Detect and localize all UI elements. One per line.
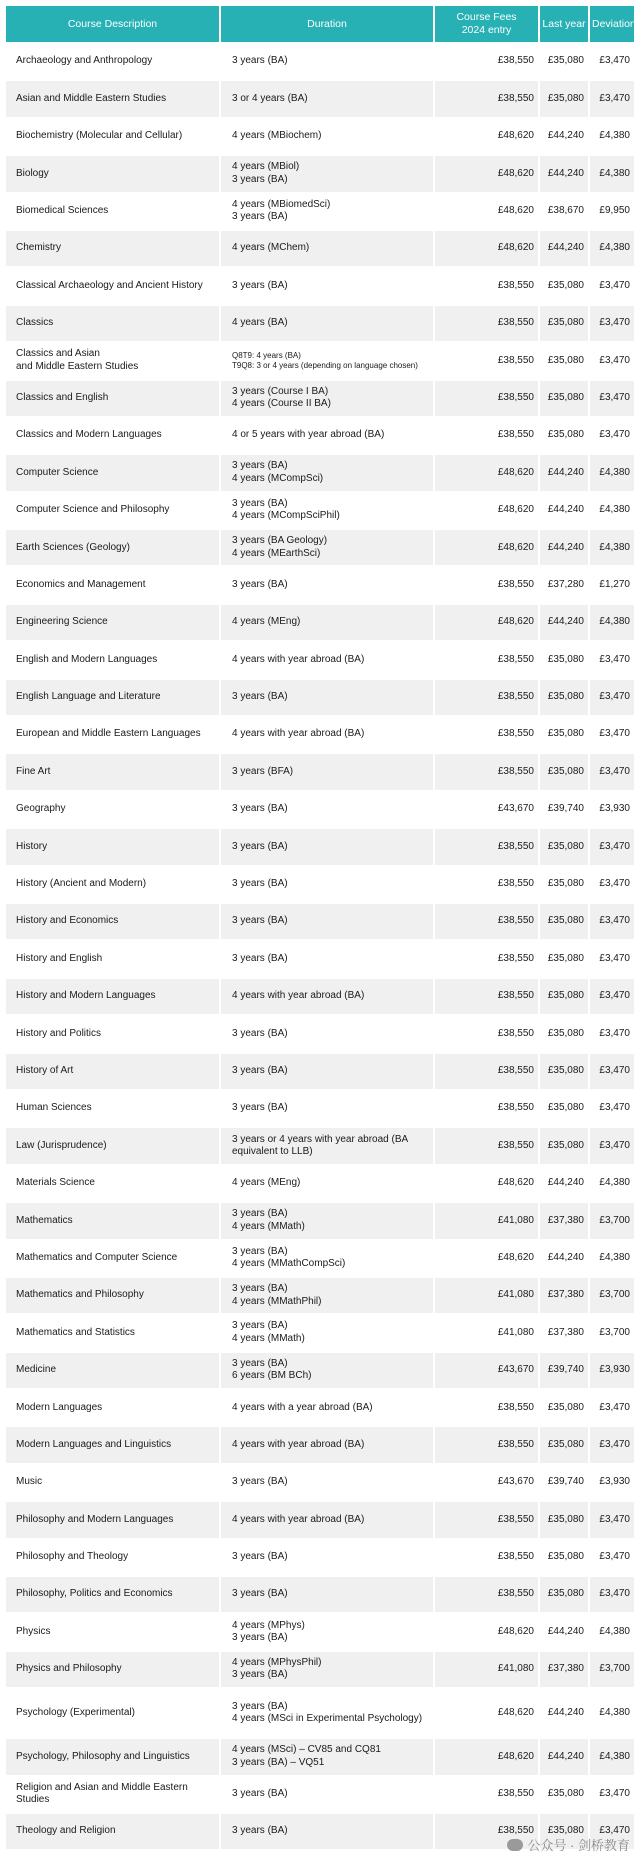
cell-fees: £48,620 (435, 117, 540, 154)
cell-course: Physics and Philosophy (6, 1650, 221, 1687)
cell-deviation: £3,470 (590, 1014, 634, 1051)
cell-deviation: £3,470 (590, 902, 634, 939)
cell-course: Music (6, 1463, 221, 1500)
cell-last-year: £44,240 (540, 528, 590, 565)
table-row (6, 1239, 634, 1276)
cell-duration: 4 years (BA) (221, 304, 435, 341)
cell-fees: £38,550 (435, 1538, 540, 1575)
cell-fees: £48,620 (435, 229, 540, 266)
cell-deviation: £3,470 (590, 1775, 634, 1812)
cell-course: History and Politics (6, 1014, 221, 1051)
cell-fees: £38,550 (435, 304, 540, 341)
cell-fees: £38,550 (435, 416, 540, 453)
cell-course: Biology (6, 154, 221, 191)
cell-deviation: £3,700 (590, 1313, 634, 1350)
cell-duration: 4 years (MChem) (221, 229, 435, 266)
cell-last-year: £35,080 (540, 1575, 590, 1612)
table-row (6, 528, 634, 565)
cell-fees: £38,550 (435, 1812, 540, 1849)
table-row (6, 565, 634, 602)
cell-deviation: £4,380 (590, 491, 634, 528)
cell-course: Philosophy and Modern Languages (6, 1500, 221, 1537)
cell-course: Asian and Middle Eastern Studies (6, 79, 221, 116)
table-row (6, 1276, 634, 1313)
cell-course: Computer Science and Philosophy (6, 491, 221, 528)
cell-last-year: £35,080 (540, 1388, 590, 1425)
cell-duration: 3 years (BA) (221, 565, 435, 602)
cell-last-year: £39,740 (540, 1463, 590, 1500)
cell-course: Archaeology and Anthropology (6, 42, 221, 79)
cell-duration: 3 years (BA) 4 years (MSci in Experimental Psychology) (221, 1687, 435, 1737)
cell-last-year: £35,080 (540, 752, 590, 789)
cell-course: History and Modern Languages (6, 977, 221, 1014)
table-row (6, 453, 634, 490)
table-row (6, 1089, 634, 1126)
header-duration: Duration (221, 6, 435, 42)
cell-deviation: £3,930 (590, 1463, 634, 1500)
cell-fees: £38,550 (435, 1425, 540, 1462)
cell-deviation: £4,380 (590, 1687, 634, 1737)
cell-course: Law (Jurisprudence) (6, 1126, 221, 1163)
cell-duration: 4 years with year abroad (BA) (221, 715, 435, 752)
cell-fees: £38,550 (435, 902, 540, 939)
cell-course: Biochemistry (Molecular and Cellular) (6, 117, 221, 154)
cell-fees: £41,080 (435, 1313, 540, 1350)
table-row (6, 416, 634, 453)
cell-fees: £38,550 (435, 865, 540, 902)
cell-deviation: £3,930 (590, 1351, 634, 1388)
cell-deviation: £4,380 (590, 1737, 634, 1774)
cell-deviation: £4,380 (590, 229, 634, 266)
table-row (6, 1650, 634, 1687)
table-row (6, 192, 634, 229)
cell-duration: 4 or 5 years with year abroad (BA) (221, 416, 435, 453)
cell-duration: 4 years with year abroad (BA) (221, 977, 435, 1014)
cell-last-year: £44,240 (540, 1239, 590, 1276)
cell-last-year: £35,080 (540, 1775, 590, 1812)
cell-deviation: £3,470 (590, 865, 634, 902)
cell-course: History of Art (6, 1052, 221, 1089)
cell-fees: £38,550 (435, 1014, 540, 1051)
cell-course: Biomedical Sciences (6, 192, 221, 229)
cell-duration: 3 years (BA) (221, 1089, 435, 1126)
cell-fees: £43,670 (435, 790, 540, 827)
cell-duration: 3 years (BA) (221, 1538, 435, 1575)
cell-fees: £38,550 (435, 977, 540, 1014)
cell-last-year: £35,080 (540, 1014, 590, 1051)
cell-last-year: £44,240 (540, 154, 590, 191)
cell-last-year: £39,740 (540, 1351, 590, 1388)
table-row (6, 902, 634, 939)
cell-last-year: £35,080 (540, 1052, 590, 1089)
cell-duration: 4 years with year abroad (BA) (221, 1425, 435, 1462)
cell-deviation: £3,470 (590, 1425, 634, 1462)
cell-last-year: £37,380 (540, 1313, 590, 1350)
cell-deviation: £3,470 (590, 1089, 634, 1126)
cell-course: Modern Languages (6, 1388, 221, 1425)
cell-course: Mathematics (6, 1201, 221, 1238)
cell-duration: 4 years (MEng) (221, 603, 435, 640)
cell-course: Fine Art (6, 752, 221, 789)
cell-deviation: £3,470 (590, 1500, 634, 1537)
cell-fees: £38,550 (435, 640, 540, 677)
cell-deviation: £3,470 (590, 1126, 634, 1163)
cell-last-year: £44,240 (540, 1687, 590, 1737)
table-row (6, 977, 634, 1014)
cell-course: English Language and Literature (6, 678, 221, 715)
table-row (6, 1612, 634, 1649)
table-row (6, 1126, 634, 1163)
cell-course: Human Sciences (6, 1089, 221, 1126)
cell-fees: £38,550 (435, 79, 540, 116)
cell-last-year: £37,380 (540, 1276, 590, 1313)
table-row (6, 1201, 634, 1238)
cell-duration: 4 years (MBiol) 3 years (BA) (221, 154, 435, 191)
cell-fees: £38,550 (435, 341, 540, 378)
cell-deviation: £3,470 (590, 1052, 634, 1089)
cell-last-year: £35,080 (540, 79, 590, 116)
cell-fees: £38,550 (435, 1089, 540, 1126)
table-row (6, 79, 634, 116)
table-row (6, 1425, 634, 1462)
cell-course: History and English (6, 939, 221, 976)
table-row (6, 752, 634, 789)
cell-fees: £41,080 (435, 1276, 540, 1313)
cell-last-year: £44,240 (540, 1737, 590, 1774)
fees-table-container (6, 6, 634, 1849)
cell-deviation: £9,950 (590, 192, 634, 229)
cell-duration: 3 years (BA) 4 years (MMathCompSci) (221, 1239, 435, 1276)
cell-duration: 3 years (BA) (221, 939, 435, 976)
cell-fees: £38,550 (435, 1126, 540, 1163)
cell-deviation: £3,470 (590, 379, 634, 416)
cell-deviation: £3,470 (590, 752, 634, 789)
cell-duration: 3 years (BA) (221, 1014, 435, 1051)
cell-fees: £38,550 (435, 827, 540, 864)
table-row (6, 1388, 634, 1425)
cell-duration: 3 years (BA Geology) 4 years (MEarthSci) (221, 528, 435, 565)
cell-fees: £38,550 (435, 1052, 540, 1089)
cell-course: Classics (6, 304, 221, 341)
cell-course: English and Modern Languages (6, 640, 221, 677)
table-row (6, 1500, 634, 1537)
cell-fees: £41,080 (435, 1201, 540, 1238)
cell-duration: 3 years (BA) (221, 1775, 435, 1812)
header-last-year: Last year (540, 6, 590, 42)
cell-last-year: £35,080 (540, 1089, 590, 1126)
cell-course: Engineering Science (6, 603, 221, 640)
cell-fees: £48,620 (435, 154, 540, 191)
cell-course: Classics and English (6, 379, 221, 416)
cell-duration: 3 years (BA) 4 years (MCompSciPhil) (221, 491, 435, 528)
cell-last-year: £35,080 (540, 977, 590, 1014)
cell-last-year: £35,080 (540, 379, 590, 416)
cell-deviation: £3,470 (590, 678, 634, 715)
table-row (6, 1575, 634, 1612)
cell-fees: £38,550 (435, 1775, 540, 1812)
cell-fees: £38,550 (435, 715, 540, 752)
cell-deviation: £3,470 (590, 341, 634, 378)
cell-duration: 3 years (BA) (221, 827, 435, 864)
cell-last-year: £38,670 (540, 192, 590, 229)
cell-course: Religion and Asian and Middle Eastern Studies (6, 1775, 221, 1812)
cell-deviation: £4,380 (590, 117, 634, 154)
cell-deviation: £3,470 (590, 1388, 634, 1425)
cell-duration: 3 years (BA) (221, 42, 435, 79)
cell-deviation: £1,270 (590, 565, 634, 602)
cell-course: Classics and Asian and Middle Eastern Studies (6, 341, 221, 378)
cell-duration: 3 years (BA) 4 years (MMath) (221, 1313, 435, 1350)
table-row (6, 865, 634, 902)
cell-last-year: £44,240 (540, 1612, 590, 1649)
cell-last-year: £35,080 (540, 939, 590, 976)
table-row (6, 1463, 634, 1500)
table-header-row (6, 6, 634, 42)
cell-deviation: £4,380 (590, 154, 634, 191)
cell-course: History (6, 827, 221, 864)
table-row (6, 790, 634, 827)
table-row (6, 640, 634, 677)
cell-deviation: £3,470 (590, 266, 634, 303)
cell-fees: £48,620 (435, 603, 540, 640)
table-row (6, 341, 634, 378)
cell-course: History (Ancient and Modern) (6, 865, 221, 902)
cell-deviation: £3,470 (590, 1575, 634, 1612)
cell-last-year: £35,080 (540, 1126, 590, 1163)
table-row (6, 229, 634, 266)
cell-deviation: £3,700 (590, 1201, 634, 1238)
cell-deviation: £3,930 (590, 790, 634, 827)
cell-deviation: £3,470 (590, 715, 634, 752)
header-course-description: Course Description (6, 6, 221, 42)
cell-duration: 4 years (MEng) (221, 1164, 435, 1201)
cell-duration: 3 years (BA) (221, 1812, 435, 1849)
cell-fees: £48,620 (435, 453, 540, 490)
cell-deviation: £3,470 (590, 304, 634, 341)
cell-fees: £38,550 (435, 1388, 540, 1425)
cell-deviation: £4,380 (590, 1612, 634, 1649)
cell-course: Psychology (Experimental) (6, 1687, 221, 1737)
cell-fees: £38,550 (435, 1500, 540, 1537)
cell-last-year: £35,080 (540, 341, 590, 378)
cell-fees: £41,080 (435, 1650, 540, 1687)
table-row (6, 304, 634, 341)
cell-duration: 4 years (MBiomedSci) 3 years (BA) (221, 192, 435, 229)
cell-fees: £38,550 (435, 42, 540, 79)
table-row (6, 827, 634, 864)
cell-course: Chemistry (6, 229, 221, 266)
cell-fees: £38,550 (435, 266, 540, 303)
cell-fees: £48,620 (435, 1239, 540, 1276)
cell-last-year: £35,080 (540, 266, 590, 303)
cell-last-year: £37,280 (540, 565, 590, 602)
cell-last-year: £35,080 (540, 865, 590, 902)
cell-last-year: £44,240 (540, 603, 590, 640)
table-row (6, 939, 634, 976)
table-row (6, 1737, 634, 1774)
cell-fees: £43,670 (435, 1463, 540, 1500)
table-row (6, 1538, 634, 1575)
footer-label: 公众号 · 剑桥教育 (527, 1838, 630, 1853)
cell-duration: 4 years with year abroad (BA) (221, 1500, 435, 1537)
cell-fees: £48,620 (435, 1164, 540, 1201)
cell-duration: 3 or 4 years (BA) (221, 79, 435, 116)
cell-deviation: £4,380 (590, 1164, 634, 1201)
cell-last-year: £35,080 (540, 1812, 590, 1849)
cell-duration: 3 years (BA) (221, 266, 435, 303)
table-row (6, 1775, 634, 1812)
cell-deviation: £3,470 (590, 42, 634, 79)
cell-last-year: £35,080 (540, 715, 590, 752)
course-fees-table (6, 6, 634, 1849)
cell-last-year: £35,080 (540, 1425, 590, 1462)
cell-duration: 4 years with year abroad (BA) (221, 640, 435, 677)
table-row (6, 678, 634, 715)
cell-last-year: £35,080 (540, 678, 590, 715)
table-row (6, 1052, 634, 1089)
cell-last-year: £35,080 (540, 1538, 590, 1575)
cell-fees: £48,620 (435, 528, 540, 565)
cell-course: Philosophy, Politics and Economics (6, 1575, 221, 1612)
cell-last-year: £44,240 (540, 229, 590, 266)
cell-fees: £48,620 (435, 1612, 540, 1649)
cell-duration: 3 years (Course I BA) 4 years (Course II BA) (221, 379, 435, 416)
cell-fees: £48,620 (435, 192, 540, 229)
table-row (6, 379, 634, 416)
cell-course: Computer Science (6, 453, 221, 490)
cell-course: Materials Science (6, 1164, 221, 1201)
table-row (6, 1014, 634, 1051)
cell-deviation: £3,470 (590, 1538, 634, 1575)
cell-course: Classics and Modern Languages (6, 416, 221, 453)
table-row (6, 1164, 634, 1201)
cell-duration: 3 years (BFA) (221, 752, 435, 789)
cell-fees: £48,620 (435, 1737, 540, 1774)
cell-last-year: £35,080 (540, 827, 590, 864)
cell-last-year: £37,380 (540, 1650, 590, 1687)
cell-deviation: £4,380 (590, 453, 634, 490)
table-row (6, 1687, 634, 1737)
cell-deviation: £3,470 (590, 977, 634, 1014)
cell-duration: 4 years (MPhysPhil) 3 years (BA) (221, 1650, 435, 1687)
cell-course: Mathematics and Statistics (6, 1313, 221, 1350)
cell-deviation: £3,470 (590, 416, 634, 453)
cell-duration: 3 years (BA) (221, 790, 435, 827)
cell-course: Theology and Religion (6, 1812, 221, 1849)
footer-watermark (507, 1835, 630, 1854)
cell-course: Physics (6, 1612, 221, 1649)
cell-course: Modern Languages and Linguistics (6, 1425, 221, 1462)
cell-duration: 4 years (MPhys) 3 years (BA) (221, 1612, 435, 1649)
cell-deviation: £3,470 (590, 939, 634, 976)
cell-fees: £38,550 (435, 678, 540, 715)
header-deviation: Deviation (590, 6, 634, 42)
table-row (6, 117, 634, 154)
cell-fees: £48,620 (435, 491, 540, 528)
cell-duration: Q8T9: 4 years (BA) T9Q8: 3 or 4 years (depending on language chosen) (221, 341, 435, 378)
cell-course: Earth Sciences (Geology) (6, 528, 221, 565)
cell-duration: 3 years (BA) (221, 1575, 435, 1612)
cell-deviation: £3,470 (590, 827, 634, 864)
cell-fees: £38,550 (435, 1575, 540, 1612)
cell-deviation: £4,380 (590, 603, 634, 640)
cell-course: European and Middle Eastern Languages (6, 715, 221, 752)
cell-course: Mathematics and Computer Science (6, 1239, 221, 1276)
cell-duration: 3 years (BA) 6 years (BM BCh) (221, 1351, 435, 1388)
cell-fees: £43,670 (435, 1351, 540, 1388)
cell-last-year: £35,080 (540, 42, 590, 79)
cell-deviation: £3,470 (590, 640, 634, 677)
cell-course: Mathematics and Philosophy (6, 1276, 221, 1313)
cell-deviation: £3,470 (590, 1812, 634, 1849)
cell-course: History and Economics (6, 902, 221, 939)
cell-course: Economics and Management (6, 565, 221, 602)
cell-fees: £38,550 (435, 565, 540, 602)
cell-duration: 3 years (BA) 4 years (MMathPhil) (221, 1276, 435, 1313)
cell-last-year: £35,080 (540, 1500, 590, 1537)
cell-fees: £48,620 (435, 1687, 540, 1737)
cell-duration: 3 years (BA) (221, 1052, 435, 1089)
cell-course: Medicine (6, 1351, 221, 1388)
cell-last-year: £44,240 (540, 453, 590, 490)
cell-fees: £38,550 (435, 939, 540, 976)
cell-deviation: £3,700 (590, 1276, 634, 1313)
cell-last-year: £35,080 (540, 902, 590, 939)
cell-last-year: £35,080 (540, 304, 590, 341)
cell-last-year: £39,740 (540, 790, 590, 827)
cell-deviation: £3,700 (590, 1650, 634, 1687)
cell-course: Philosophy and Theology (6, 1538, 221, 1575)
cell-last-year: £44,240 (540, 491, 590, 528)
cell-duration: 3 years (BA) (221, 865, 435, 902)
cell-duration: 3 years (BA) 4 years (MMath) (221, 1201, 435, 1238)
cell-last-year: £44,240 (540, 117, 590, 154)
table-row (6, 715, 634, 752)
table-row (6, 154, 634, 191)
cell-duration: 4 years with a year abroad (BA) (221, 1388, 435, 1425)
cell-last-year: £44,240 (540, 1164, 590, 1201)
table-row (6, 491, 634, 528)
table-row (6, 603, 634, 640)
cell-deviation: £4,380 (590, 1239, 634, 1276)
cell-last-year: £35,080 (540, 640, 590, 677)
cell-last-year: £35,080 (540, 416, 590, 453)
cell-duration: 3 years (BA) (221, 678, 435, 715)
cell-duration: 3 years (BA) (221, 1463, 435, 1500)
cell-course: Psychology, Philosophy and Linguistics (6, 1737, 221, 1774)
cell-duration: 4 years (MSci) – CV85 and CQ81 3 years (BA) – VQ51 (221, 1737, 435, 1774)
cell-fees: £38,550 (435, 752, 540, 789)
cell-last-year: £37,380 (540, 1201, 590, 1238)
table-row (6, 266, 634, 303)
cell-duration: 3 years or 4 years with year abroad (BA equivalent to LLB) (221, 1126, 435, 1163)
cell-fees: £38,550 (435, 379, 540, 416)
cell-course: Geography (6, 790, 221, 827)
cell-course: Classical Archaeology and Ancient History (6, 266, 221, 303)
table-row (6, 42, 634, 79)
table-row (6, 1313, 634, 1350)
header-course-fees: Course Fees 2024 entry (435, 6, 540, 42)
cell-duration: 3 years (BA) (221, 902, 435, 939)
table-row (6, 1351, 634, 1388)
cell-deviation: £4,380 (590, 528, 634, 565)
cell-duration: 3 years (BA) 4 years (MCompSci) (221, 453, 435, 490)
cell-deviation: £3,470 (590, 79, 634, 116)
cell-duration: 4 years (MBiochem) (221, 117, 435, 154)
wechat-icon (507, 1839, 523, 1851)
